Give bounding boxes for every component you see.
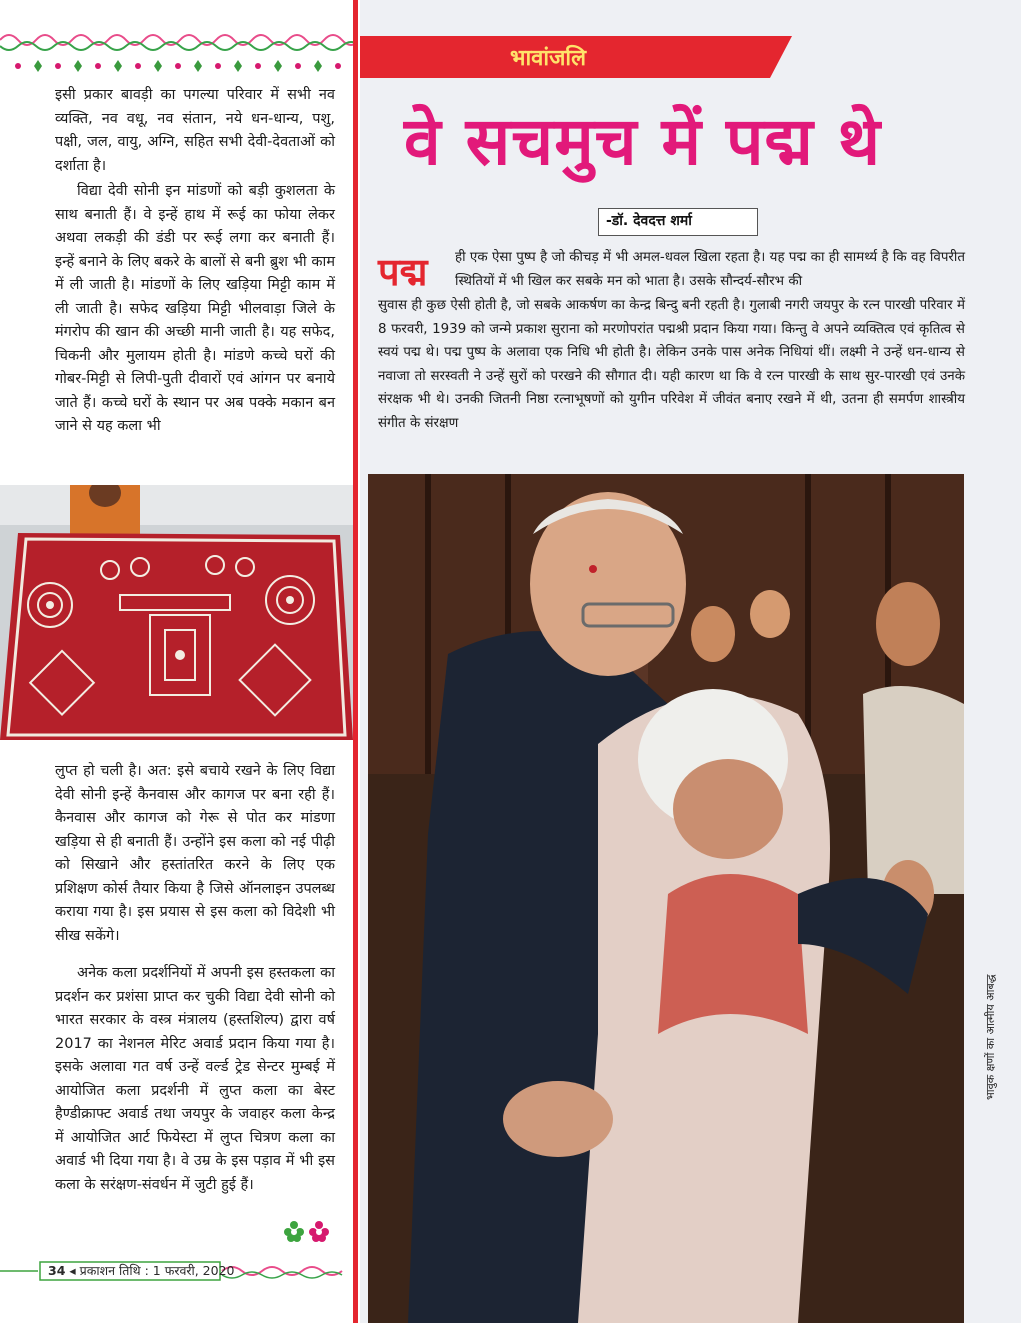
mandana-artwork-photo [0, 485, 353, 740]
intro-text-part-1: ही एक ऐसा पुष्प है जो कीचड़ में भी अमल-धवल खिला रहता है। यह पद्म का ही सामर्थ्य है कि वह विपरीत स्थितियों में भी खिल कर सबके मन को भाता है। उसके सौन्दर्य-सौरभ की [455, 250, 965, 289]
photo-credit: भावुक क्षणों का आत्मीय आबद्ध [984, 974, 997, 1100]
column-divider [353, 0, 358, 1323]
intro-text-part-2: सुवास ही कुछ ऐसी होती है, जो सबके आकर्षण का केन्द्र बिन्दु बनी रहती है। गुलाबी नगरी जयपुर के रत्न पारखी परिवार में 8 फरवरी, 1939 को जन्मे प्रकाश सुराना को मरणोपरांत पद्मश्री प्रदान किया गया। किन्तु वे अपने व्यक्तित्व एवं कृतित्व से स्वयं पद्म थे। पद्म पुष्प के अलावा एक निधि भी होती है। लेकिन उनके पास अनेक निधियां थीं। लक्ष्मी ने उन्हें धन-धान्य से नवाजा तो सरस्वती ने उन्हें सुरों को परखने की सौगात दी। यही कारण था कि वे रत्न पारखी के साथ सुर-पारखी एवं उनके संरक्षक भी थे। उनकी जितनी निष्ठा रत्नाभूषणों को युगीन परिवेश में जीवंत बनाए रखने में थी, उतना ही समर्पण शास्त्रीय संगीत के संरक्षण [378, 298, 965, 431]
page-number: 34 [48, 1263, 66, 1278]
drop-cap: पद्म [378, 250, 428, 294]
flower-ornament-icon [283, 1220, 333, 1242]
publication-date: प्रकाशन तिथि : 1 फरवरी, 2020 [79, 1263, 235, 1278]
author-byline: -डॉ. देवदत्त शर्मा [606, 213, 692, 229]
section-label: भावांजलि [510, 46, 587, 71]
left-paragraph-4: अनेक कला प्रदर्शनियों में अपनी इस हस्तकला का प्रदर्शन कर प्रशंसा प्राप्त कर चुकी विद्या देवी सोनी को भारत सरकार के वस्त्र मंत्रालय (हस्तशिल्प) द्वारा वर्ष 2017 का नेशनल मेरिट अवार्ड प्रदान किया गया है। इसके अलावा गत वर्ष उन्हें वर्ल्ड ट्रेड सेन्टर मुम्बई में आयोजित कला प्रदर्शनी में लुप्त कला का बेस्ट हैण्डीक्राफ्ट अवार्ड तथा जयपुर के जवाहर कला केन्द्र में आयोजित आर्ट फियेस्टा में लुप्त चित्रण कला का अवार्ड भी दिया गया है। वे उम्र के इस पड़ाव में भी इस कला के सरंक्षण-संवर्धन में जुटी हुई हैं। [55, 965, 335, 1193]
arrow-icon: ◂ [69, 1263, 76, 1278]
left-paragraph-3: लुप्त हो चली है। अत: इसे बचाये रखने के लिए विद्या देवी सोनी इन्हें कैनवास और कागज पर बना रही हैं। कैनवास और कागज को गेरू से पोत कर मांडणा खड़िया से ही बनाती हैं। उन्होंने इस कला को नई पीढ़ी को सिखाने और हस्तांतरित करने के लिए एक प्रशिक्षण कोर्स तैयार किया है जिसे ऑनलाइन उपलब्ध कराया गया है। इस प्रयास से इस कला को विदेशी भी सीख सकेंगे। [55, 763, 335, 944]
left-paragraph-2: विद्या देवी सोनी इन मांडणों को बड़ी कुशलता के साथ बनाती हैं। वे इन्हें हाथ में रूई का फोया लेकर अथवा लकड़ी की डंडी पर रूई लगा कर बनाती हैं। इन्हें बनाने के लिए बकरे के बालों से बनी ब्रुश भी काम में ली जाती है। मांडणों के लिए खड़िया मिट्टी काम में ली जाती है। सफेद खड़िया मिट्टी भीलवाड़ा जिले के मंगरोप की खान की अच्छी मानी जाती है। यह सफेद, चिकनी और मुलायम होती है। मांडणे कच्चे घरों की गोबर-मिट्टी से लिपी-पुती दीवारों एवं आंगन पर बनाये जाते हैं। कच्चे घरों के स्थान पर अब पक्के मकान बन जाने से यह कला भी [55, 183, 335, 434]
decorative-border-strip [0, 30, 353, 76]
embrace-photograph [368, 474, 964, 1323]
left-paragraph-1: इसी प्रकार बावड़ी का पगल्या परिवार में सभी नव व्यक्ति, नव वधू, नव संतान, नये धन-धान्य, पशु, पक्षी, जल, वायु, अग्नि, सहित सभी देवी-देवताओं को दर्शाता है। [55, 87, 335, 174]
page-folio [48, 1262, 235, 1279]
article-headline: वे सचमुच में पद्म थे [404, 103, 882, 180]
